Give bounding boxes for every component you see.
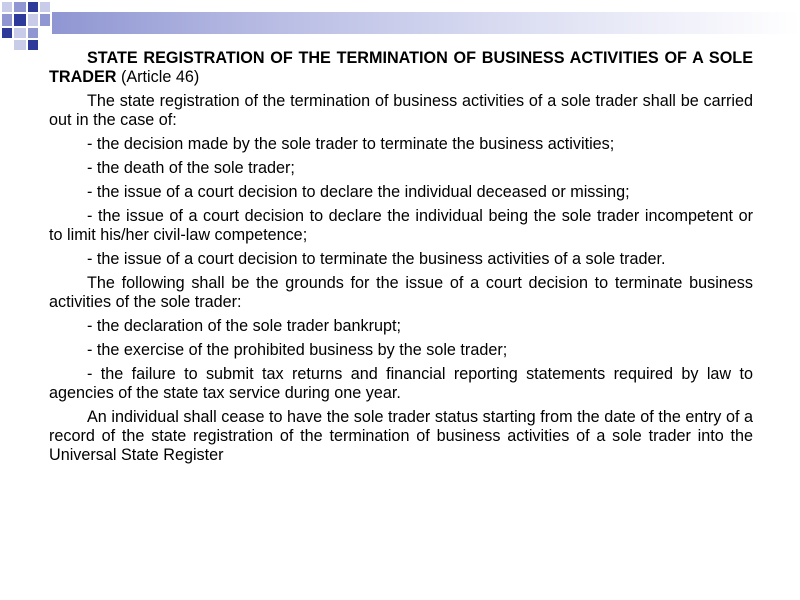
decorative-square [28, 14, 38, 26]
slide-heading [49, 49, 753, 87]
list-item: - the failure to submit tax returns and financial reporting statements required by law to agencies of the state tax service during one year. [49, 365, 753, 402]
article-reference: (Article 46) [120, 68, 200, 86]
decorative-square [14, 40, 26, 50]
decorative-square [14, 28, 26, 38]
decorative-square [40, 2, 50, 12]
list-item: - the issue of a court decision to declare the individual being the sole trader incompetent or to limit his/her civil-law competence; [49, 207, 753, 244]
decorative-square [14, 2, 26, 12]
list-item: - the decision made by the sole trader to terminate the business activities; [87, 135, 615, 153]
list-item: - the death of the sole trader; [87, 159, 295, 177]
decorative-square [28, 28, 38, 38]
decorative-square [40, 14, 50, 26]
list-item: - the declaration of the sole trader bankrupt; [87, 317, 402, 335]
decorative-square [28, 2, 38, 12]
decorative-squares [0, 0, 64, 52]
heading-text: STATE REGISTRATION OF THE TERMINATION OF BUSINESS ACTIVITIES OF A SOLE TRADER [49, 49, 753, 86]
paragraph: An individual shall cease to have the sole trader status starting from the date of the entry of a record of the state registration of the termination of business activities of a sole trader into the Universal State Register [49, 408, 753, 464]
decorative-square [14, 14, 26, 26]
list-item: - the issue of a court decision to terminate the business activities of a sole trader. [87, 250, 666, 268]
decorative-square [2, 2, 12, 12]
paragraph: The state registration of the termination of business activities of a sole trader shall be carried out in the case of: [49, 92, 753, 129]
list-item: - the exercise of the prohibited business by the sole trader; [87, 341, 508, 359]
slide-body [49, 49, 753, 470]
decorative-square [2, 28, 12, 38]
decorative-square [2, 14, 12, 26]
list-item: - the issue of a court decision to declare the individual deceased or missing; [87, 183, 630, 201]
paragraph: The following shall be the grounds for the issue of a court decision to terminate business activities of the sole trader: [49, 274, 753, 311]
decorative-top-bar [52, 12, 800, 34]
decorative-square [28, 40, 38, 50]
